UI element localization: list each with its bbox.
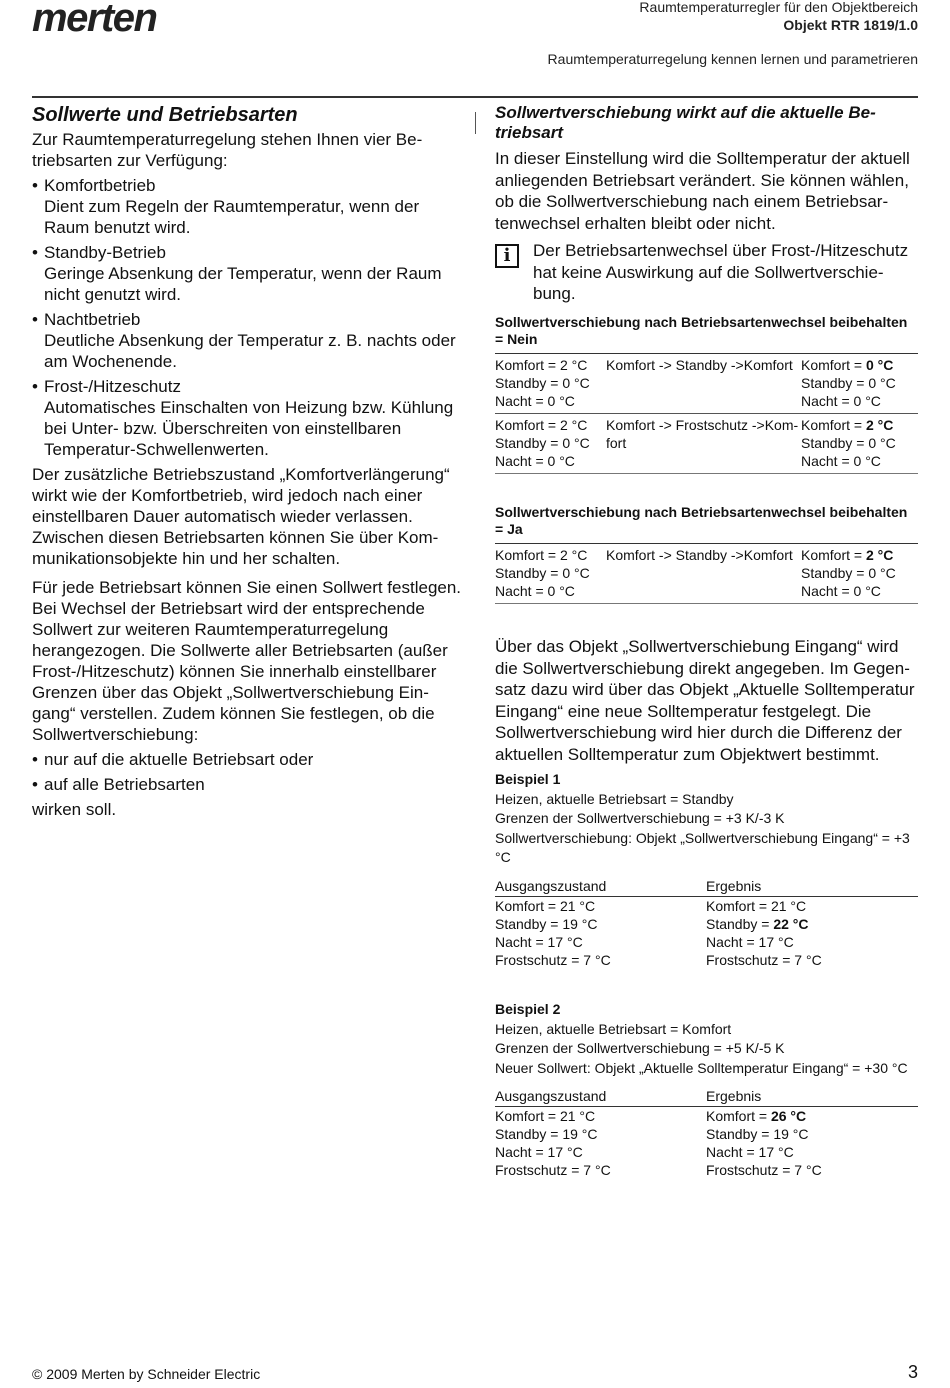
cell-change: Komfort -> Standby ->Komfort	[606, 357, 793, 373]
bullet-mode	[32, 242, 462, 305]
value: Komfort = 2 °C	[495, 417, 588, 433]
value: Komfort = 2 °C	[495, 547, 588, 563]
mode-name: • Nachtbetrieb	[44, 310, 141, 329]
example-header	[495, 877, 918, 897]
from: Frostschutz = 7 °C	[495, 951, 611, 968]
example-1	[495, 770, 918, 969]
column-divider	[475, 112, 476, 134]
value-label: Standby = 0 °C	[801, 565, 896, 581]
bullet-item: • auf alle Betriebsarten	[32, 774, 462, 795]
paragraph: Für jede Betriebsart können Sie einen Sollwert festlegen. Bei Wechsel der Betriebsart wird der entsprechende Sollwert zur weiteren Raumtemperaturregelung herangezogen. Die Sollwerte aller Betriebsarten (außer Frost-/Hitzeschutz) können Sie innerhalb einstellbarer Grenzen über das Objekt „Sollwertverschiebung Eingang“ verstellen. Zudem können Sie festlegen, ob die Sollwertverschiebung:	[32, 578, 462, 744]
cell-after	[801, 546, 918, 600]
example-row	[495, 1143, 918, 1161]
col-from: Ausgangszustand	[495, 877, 607, 894]
value-label: Komfort =	[801, 357, 866, 373]
example-line: Sollwertverschiebung: Objekt „Sollwertverschiebung Eingang“ = +3 °C	[495, 829, 910, 865]
section-heading: Sollwerte und Betriebsarten	[32, 104, 298, 126]
mode-name: • Frost-/Hitzeschutz	[44, 377, 181, 396]
value	[801, 356, 918, 374]
table-row	[495, 354, 918, 414]
example-title: Beispiel 1	[495, 771, 561, 787]
merten-logo: merten	[32, 0, 157, 40]
table-ja	[495, 504, 918, 604]
example-line: Grenzen der Sollwertverschiebung = +3 K/-3 K	[495, 810, 785, 826]
value	[801, 564, 918, 582]
header-divider	[32, 96, 918, 98]
mode-desc: Geringe Absenkung der Temperatur, wenn der Raum nicht genutzt wird.	[44, 264, 442, 304]
example-line: Neuer Sollwert: Objekt „Aktuelle Solltemperatur Eingang“ = +30 °C	[495, 1059, 908, 1076]
value: Nacht = 0 °C	[495, 393, 575, 409]
cell-change: Komfort -> Frostschutz ->Komfort	[606, 417, 799, 451]
value-label: Nacht = 0 °C	[801, 583, 881, 599]
example-row	[495, 1125, 918, 1143]
example-2	[495, 1000, 918, 1179]
from: Komfort = 21 °C	[495, 1108, 596, 1124]
to	[706, 951, 822, 969]
value-bold: 2 °C	[865, 547, 894, 563]
info-text: Der Betriebsartenwechsel über Frost-/Hitzeschutz hat keine Auswirkung auf die Sollwertverschiebung.	[533, 241, 909, 303]
example-header	[495, 1087, 918, 1107]
table-title: Sollwertverschiebung nach Betriebsartenwechsel beibehalten = Nein	[495, 314, 908, 347]
value: Nacht = 0 °C	[495, 583, 575, 599]
to-label: Standby = 19 °C	[706, 1126, 809, 1142]
from: Frostschutz = 7 °C	[495, 1162, 611, 1178]
table	[495, 543, 918, 604]
col-from: Ausgangszustand	[495, 1088, 607, 1104]
from: Standby = 19 °C	[495, 915, 598, 932]
value	[801, 374, 918, 392]
bullet-mode	[32, 376, 462, 460]
cell-before	[495, 546, 606, 600]
mode-name: • Standby-Betrieb	[44, 243, 166, 262]
doc-subtitle: Raumtemperaturregelung kennen lernen und parametrieren	[547, 51, 918, 67]
value-label: Nacht = 0 °C	[801, 393, 881, 409]
value: Standby = 0 °C	[495, 565, 590, 581]
value	[801, 434, 918, 452]
doc-object: Objekt RTR 1819/1.0	[783, 17, 918, 33]
table-row	[495, 544, 918, 604]
info-icon: i	[495, 244, 519, 268]
example-line: Heizen, aktuelle Betriebsart = Standby	[495, 790, 734, 807]
to	[706, 933, 794, 951]
example-title: Beispiel 2	[495, 1001, 561, 1017]
value	[801, 546, 918, 564]
example-row	[495, 1107, 918, 1125]
cell-before	[495, 356, 606, 410]
to	[706, 1161, 822, 1179]
to-label: Frostschutz = 7 °C	[706, 951, 822, 968]
to-label: Komfort = 21 °C	[706, 897, 807, 914]
from: Nacht = 17 °C	[495, 1144, 583, 1160]
right-heading: Sollwertverschiebung wirkt auf die aktuelle Betriebsart	[495, 103, 876, 142]
from: Komfort = 21 °C	[495, 897, 596, 914]
cell-after	[801, 356, 918, 410]
to-label: Nacht = 17 °C	[706, 1144, 794, 1160]
value-label: Standby = 0 °C	[801, 435, 896, 451]
value	[801, 416, 918, 434]
table-row	[495, 414, 918, 474]
paragraph: wirken soll.	[32, 800, 117, 819]
paragraph: In dieser Einstellung wird die Solltemperatur der aktuell anliegenden Betriebsart verändert. Sie können wählen, ob die Sollwertverschiebung nach einem Betriebsartenwechsel erhalten bleibt oder nicht.	[495, 149, 910, 233]
cell-after	[801, 416, 918, 470]
value: Standby = 0 °C	[495, 435, 590, 451]
from: Standby = 19 °C	[495, 1126, 598, 1142]
value-label: Komfort =	[801, 417, 866, 433]
to-bold: 26 °C	[770, 1108, 807, 1124]
value: Nacht = 0 °C	[495, 453, 575, 469]
copyright: © 2009 Merten by Schneider Electric	[32, 1366, 261, 1382]
value-label: Nacht = 0 °C	[801, 453, 881, 469]
value: Komfort = 2 °C	[495, 357, 588, 373]
table-nein	[495, 314, 918, 474]
to	[706, 1125, 809, 1143]
example-line: Heizen, aktuelle Betriebsart = Komfort	[495, 1020, 732, 1037]
value: Standby = 0 °C	[495, 375, 590, 391]
example-row	[495, 933, 918, 951]
example-text	[495, 1000, 918, 1078]
bullet-mode	[32, 309, 462, 372]
to-bold: 22 °C	[773, 915, 809, 932]
to-label: Komfort =	[706, 1108, 771, 1124]
bullet-item: • nur auf die aktuelle Betriebsart oder	[32, 749, 462, 770]
intro-text: Zur Raumtemperaturregelung stehen Ihnen vier Betriebsarten zur Verfügung:	[32, 130, 423, 170]
left-column	[32, 100, 462, 824]
mode-desc: Automatisches Einschalten von Heizung bzw. Kühlung bei Unter- bzw. Überschreiten von einstellbaren Temperatur-Schwellenwerten.	[44, 398, 454, 459]
to-label: Frostschutz = 7 °C	[706, 1162, 822, 1178]
doc-title: Raumtemperaturregler für den Objektbereich	[639, 0, 918, 15]
value-bold: 0 °C	[865, 357, 894, 373]
value-bold: 2 °C	[865, 417, 894, 433]
value-label: Komfort =	[801, 547, 866, 563]
to-label: Standby =	[706, 915, 774, 932]
page-number: 3	[907, 1362, 918, 1382]
table-title: Sollwertverschiebung nach Betriebsartenwechsel beibehalten = Ja	[495, 504, 908, 537]
to	[706, 897, 806, 915]
mode-desc: Deutliche Absenkung der Temperatur z. B. nachts oder am Wochenende.	[44, 331, 456, 371]
to	[706, 915, 809, 933]
example-row	[495, 951, 918, 969]
from: Nacht = 17 °C	[495, 933, 583, 950]
cell-change: Komfort -> Standby ->Komfort	[606, 547, 793, 563]
to	[706, 1107, 806, 1125]
value	[801, 452, 918, 470]
mode-desc: Dient zum Regeln der Raumtemperatur, wenn der Raum benutzt wird.	[44, 197, 420, 237]
bullet-mode	[32, 175, 462, 238]
example-row	[495, 1161, 918, 1179]
to-label: Nacht = 17 °C	[706, 933, 794, 950]
example-row	[495, 915, 918, 933]
paragraph: Über das Objekt „Sollwertverschiebung Eingang“ wird die Sollwertverschiebung direkt angegeben. Im Gegensatz dazu wird über das Objekt „Aktuelle Solltemperatur Eingang“ eine neue Solltemperatur festgelegt. Die Sollwertverschiebung wird hier durch die Differenz der aktuellen Solltemperatur zum Objektwert bestimmt.	[495, 637, 915, 764]
value	[801, 582, 918, 600]
mode-name: • Komfortbetrieb	[44, 176, 156, 195]
cell-before	[495, 416, 606, 470]
example-line: Grenzen der Sollwertverschiebung = +5 K/-5 K	[495, 1040, 785, 1056]
info-note	[495, 240, 918, 305]
example-row	[495, 897, 918, 915]
table	[495, 353, 918, 474]
col-to: Ergebnis	[706, 1088, 762, 1104]
example-text	[495, 770, 918, 868]
to	[706, 1143, 794, 1161]
value	[801, 392, 918, 410]
col-to: Ergebnis	[706, 877, 762, 894]
paragraph: Der zusätzliche Betriebszustand „Komfortverlängerung“ wirkt wie der Komfortbetrieb, wird jedoch nach einer einstellbaren Dauer automatisch wieder verlassen. Zwischen diesen Betriebsarten können Sie über Kommunikationsobjekte hin und her schalten.	[32, 465, 450, 568]
value-label: Standby = 0 °C	[801, 375, 896, 391]
